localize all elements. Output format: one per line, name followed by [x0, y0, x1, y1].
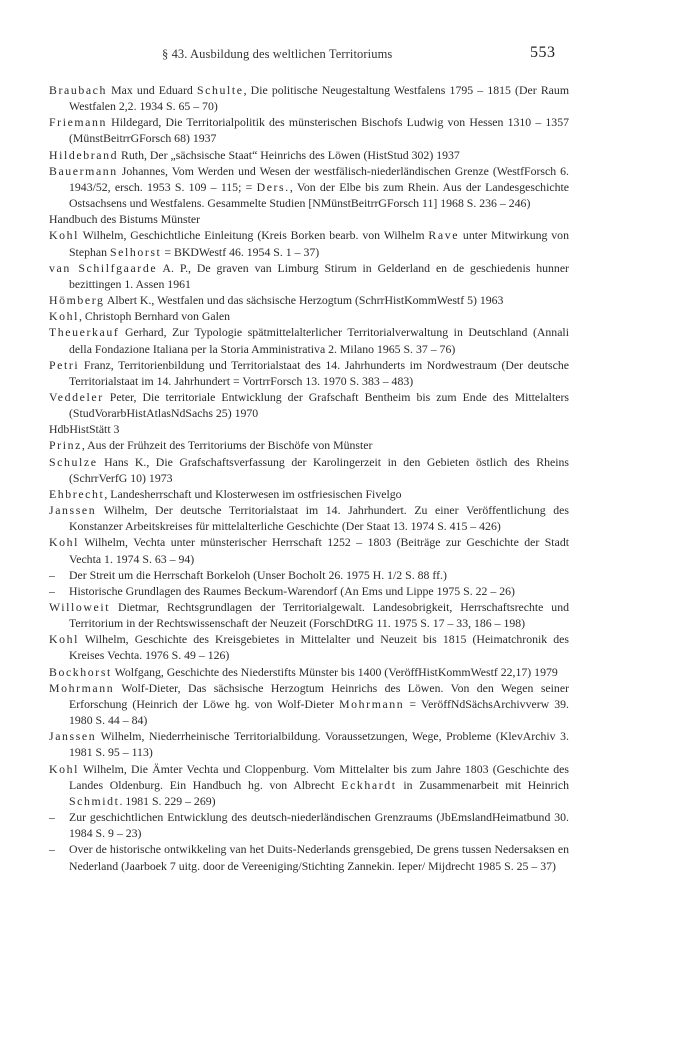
bibliography-entry	[49, 664, 569, 680]
bibliography-entry	[49, 421, 569, 437]
author-name: van Schilfgaarde	[49, 260, 158, 275]
bibliography-entry	[49, 454, 569, 486]
author-name: Ders.	[256, 179, 290, 194]
entry-text: in Zusammenarbeit mit Heinrich	[396, 777, 570, 792]
entry-text: Der Streit um die Herrschaft Borkeloh (Unser Bocholt 26. 1975 H. 1/2 S. 88 ff.)	[69, 567, 447, 582]
entry-text: , Die politische Neugestaltung Westfalens 1795 – 1815 (Der Raum Westfalen 2,2. 1934 S. 65 – 70)	[69, 83, 569, 114]
author-name: Veddeler	[49, 389, 104, 404]
author-name: Bauermann	[49, 163, 118, 178]
bibliography-entry	[49, 308, 569, 324]
repeat-author-dash: –	[49, 810, 55, 825]
author-name: Theuerkauf	[49, 325, 120, 340]
author-name: Hömberg	[49, 293, 105, 308]
entry-text: Wilhelm, Niederrheinische Territorialbildung. Voraussetzungen, Wege, Probleme (KlevArchiv 3. 1981 S. 95 – 113)	[69, 729, 569, 760]
entry-text: = BKDWestf 46. 1954 S. 1 – 37)	[161, 244, 320, 259]
bibliography-entry	[49, 82, 569, 114]
entry-text: Albert K., Westfalen und das sächsische Herzogtum (SchrrHistKommWestf 5) 1963	[104, 293, 504, 308]
author-name: Janssen	[49, 503, 97, 518]
author-name: Rave	[428, 228, 460, 243]
entry-text: Wolf-Dieter, Das sächsische Herzogtum Heinrichs des Löwen. Von den Wegen seiner Erforschung (Heinrich der Löwe hg. von Wolf-Dieter	[69, 680, 569, 711]
bibliography-entry	[49, 227, 569, 259]
entry-text: Peter, Die territoriale Entwicklung der Grafschaft Bentheim bis zum Ende des Mittelalters (StudVorarbHistAtlasNdSachs 25) 1970	[69, 389, 569, 421]
bibliography-entry	[49, 599, 569, 631]
bibliography-entry	[49, 147, 569, 163]
bibliography-entry	[49, 324, 569, 356]
entry-text: Handbuch des Bistums Münster	[49, 212, 201, 227]
author-name: Prinz	[49, 438, 82, 453]
entry-text: Wilhelm, Der deutsche Territorialstaat im 14. Jahrhundert. Zu einer Veröffentlichung des Konstanzer Arbeitskreises für mittelalterliche Geschichte (Der Staat 13. 1974 S. 415 – 426)	[69, 503, 569, 534]
running-title: § 43. Ausbildung des weltlichen Territoriums	[162, 47, 393, 61]
running-head	[0, 44, 700, 67]
entry-text: Wilhelm, Die Ämter Vechta und Cloppenburg. Vom Mittelalter bis zum Jahre 1803 (Geschichte des Landes Oldenburg. Ein Handbuch hg. von Albrecht	[69, 761, 569, 792]
entry-text: , Christoph Bernhard von Galen	[79, 309, 231, 324]
entry-text: Wolfgang, Geschichte des Niederstifts Münster bis 1400 (VeröffHistKommWestf 22,17) 1979	[111, 664, 558, 679]
author-name: Kohl	[49, 761, 79, 776]
entry-text: Zur geschichtlichen Entwicklung des deutsch-niederländischen Grenzraums (JbEmslandHeimatbund 30. 1984 S. 9 – 23)	[69, 810, 569, 841]
entry-text: Ruth, Der „sächsische Staat“ Heinrichs des Löwen (HistStud 302) 1937	[118, 147, 460, 162]
bibliography-entry	[49, 292, 569, 308]
bibliography-entry	[49, 583, 569, 599]
entry-text: Dietmar, Rechtsgrundlagen der Territorialgewalt. Landesobrigkeit, Herrschaftsrechte und Territorium in der Rechtswissenschaft der Neuzeit (ForschDtRG 11. 1975 S. 17 – 33, 186 – 198)	[69, 600, 569, 631]
author-name: Friemann	[49, 115, 108, 130]
bibliography-entry	[49, 502, 569, 534]
entry-text: Gerhard, Zur Typologie spätmittelalterlicher Territorialverwaltung in Deutschland (Annali della Fondazione Italiana per la Storia Amministrativa 2. Milano 1965 S. 37 – 76)	[69, 325, 569, 356]
entry-text: Hildegard, Die Territorialpolitik des münsterischen Bischofs Ludwig von Hessen 1310 – 1357 (MünstBeitrrGForsch 68) 1937	[69, 115, 569, 146]
entry-text: = VeröffNdSächsArchivverw 39. 1980 S. 44 – 84)	[69, 696, 569, 728]
bibliography-entry	[49, 841, 569, 873]
entry-text: Franz, Territorienbildung und Territorialstaat des 14. Jahrhunderts im Nordwestraum (Der deutsche Territorialstaat im 14. Jahrhundert = VortrrForsch 13. 1970 S. 383 – 483)	[69, 357, 569, 388]
entry-text: Historische Grundlagen des Raumes Beckum-Warendorf (An Ems und Lippe 1975 S. 22 – 26)	[69, 583, 515, 598]
author-name: Janssen	[49, 729, 97, 744]
bibliography-entry	[49, 534, 569, 566]
entry-text: , Aus der Frühzeit des Territoriums der Bischöfe von Münster	[81, 438, 373, 453]
entry-text: Hans K., Die Grafschaftsverfassung der Karolingerzeit in den Gebieten östlich des Rheins (SchrrVerfG 10) 1973	[69, 454, 569, 485]
bibliography-entry	[49, 114, 569, 146]
repeat-author-dash: –	[49, 567, 55, 582]
author-name: Petri	[49, 357, 80, 372]
author-name: Kohl	[49, 632, 79, 647]
entry-text: . 1981 S. 229 – 269)	[119, 793, 216, 808]
author-name: Ehbrecht	[49, 486, 105, 501]
bibliography-entry	[49, 357, 569, 389]
bibliography-entry	[49, 260, 569, 292]
entry-text: Wilhelm, Geschichtliche Einleitung (Kreis Borken bearb. von Wilhelm	[79, 228, 429, 243]
author-name: Schmidt	[69, 793, 120, 808]
bibliography-entry	[49, 437, 569, 453]
entry-text: unter Mitwirkung von Stephan	[69, 228, 569, 259]
author-name: Braubach	[49, 83, 108, 97]
entry-text: , Von der Elbe bis zum Rhein. Aus der Landesgeschichte Ostsachsens und Westfalens. Gesammelte Studien [NMünstBeitrrGForsch 11] 1968 S. 236 – 246)	[69, 179, 570, 211]
repeat-author-dash: –	[49, 583, 55, 598]
author-name: Mohrmann	[49, 680, 115, 695]
bibliography-entry	[49, 680, 569, 728]
page-number: 553	[530, 44, 556, 61]
author-name: Kohl	[49, 309, 79, 324]
entry-text: Max und Eduard	[107, 83, 197, 97]
bibliography-entry	[49, 809, 569, 841]
entry-text: HdbHistStätt 3	[49, 422, 120, 437]
entry-text: Johannes, Vom Werden und Wesen der westfälisch-niederländischen Grenze (WestfForsch 6. 1943/52, ersch. 1953 S. 109 – 115; =	[69, 163, 569, 194]
bibliography-entry	[49, 761, 569, 809]
bibliography-entry	[49, 486, 569, 502]
entry-text: Wilhelm, Geschichte des Kreisgebietes in Mittelalter und Neuzeit bis 1815 (Heimatchronik des Kreises Vechta. 1976 S. 49 – 126)	[69, 632, 569, 663]
author-name: Willoweit	[49, 600, 111, 614]
entry-text: Wilhelm, Vechta unter münsterischer Herrschaft 1252 – 1803 (Beiträge zur Geschichte der Stadt Vechta 1. 1974 S. 63 – 94)	[69, 535, 569, 566]
entry-text: A. P., De graven van Limburg Stirum in Gelderland en de geschiedenis hunner bezittingen 1. Assen 1961	[69, 260, 569, 291]
author-name: Bockhorst	[49, 664, 112, 679]
repeat-author-dash: –	[49, 842, 55, 857]
author-name: Kohl	[49, 535, 79, 550]
author-name: Schulze	[49, 454, 98, 469]
author-name: Selhorst	[109, 244, 162, 259]
bibliography-entry	[49, 389, 569, 421]
bibliography-entry	[49, 211, 569, 227]
bibliography-entry	[49, 728, 569, 760]
bibliography-list	[49, 82, 569, 874]
bibliography-entry	[49, 631, 569, 663]
bibliography-entry	[49, 567, 569, 583]
bibliography-entry	[49, 163, 569, 211]
author-name: Schulte	[196, 83, 244, 97]
entry-text: , Landesherrschaft und Klosterwesen im ostfriesischen Fivelgo	[104, 486, 402, 501]
author-name: Eckhardt	[341, 777, 397, 792]
author-name: Hildebrand	[49, 147, 119, 162]
author-name: Mohrmann	[339, 696, 405, 711]
author-name: Kohl	[49, 228, 79, 243]
entry-text: Over de historische ontwikkeling van het Duits-Nederlands grensgebied, De grens tussen Nedersaksen en Nederland (Jaarboek 7 uitg. door de Vereeniging/Stichting Zannekin. Ieper/ Mijdrecht 1985 S. 25 – 37)	[69, 842, 569, 873]
